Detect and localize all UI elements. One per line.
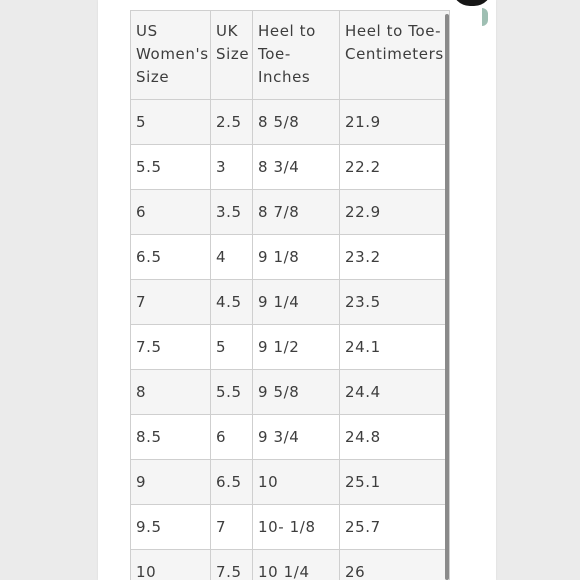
cell-us-size: 8.5	[131, 415, 211, 460]
table-row	[131, 460, 450, 505]
cell-inches: 8 3/4	[253, 145, 340, 190]
cell-inches: 10 1/4	[253, 550, 340, 580]
cell-cm: 24.8	[340, 415, 450, 460]
table-row	[131, 235, 450, 280]
table-row	[131, 100, 450, 145]
cell-cm: 25.7	[340, 505, 450, 550]
cell-us-size: 7.5	[131, 325, 211, 370]
cell-uk-size: 6.5	[211, 460, 253, 505]
cell-inches: 10	[253, 460, 340, 505]
table-row	[131, 280, 450, 325]
table-row	[131, 370, 450, 415]
cell-uk-size: 5	[211, 325, 253, 370]
header-heel-toe-inches: Heel to Toe-Inches	[253, 11, 340, 100]
cell-cm: 26	[340, 550, 450, 580]
cell-inches: 9 3/4	[253, 415, 340, 460]
cell-us-size: 6	[131, 190, 211, 235]
vertical-scrollbar[interactable]	[445, 14, 449, 580]
cell-inches: 8 5/8	[253, 100, 340, 145]
cell-uk-size: 6	[211, 415, 253, 460]
header-heel-toe-cm: Heel to Toe-Centimeters	[340, 11, 450, 100]
cell-uk-size: 7.5	[211, 550, 253, 580]
table-row	[131, 145, 450, 190]
cell-cm: 22.2	[340, 145, 450, 190]
cell-us-size: 7	[131, 280, 211, 325]
size-chart-table	[130, 10, 450, 580]
cell-cm: 24.1	[340, 325, 450, 370]
cell-inches: 9 1/4	[253, 280, 340, 325]
cell-uk-size: 4	[211, 235, 253, 280]
cell-cm: 23.2	[340, 235, 450, 280]
table-row	[131, 415, 450, 460]
table-row	[131, 505, 450, 550]
cell-inches: 8 7/8	[253, 190, 340, 235]
cell-inches: 10- 1/8	[253, 505, 340, 550]
cell-us-size: 9.5	[131, 505, 211, 550]
table-header-row	[131, 11, 450, 100]
cell-us-size: 6.5	[131, 235, 211, 280]
cell-cm: 25.1	[340, 460, 450, 505]
header-uk-size: UK Size	[211, 11, 253, 100]
cell-inches: 9 5/8	[253, 370, 340, 415]
table-row	[131, 325, 450, 370]
cell-uk-size: 3	[211, 145, 253, 190]
cell-cm: 22.9	[340, 190, 450, 235]
size-chart-container	[130, 10, 450, 580]
cell-us-size: 10	[131, 550, 211, 580]
cell-us-size: 9	[131, 460, 211, 505]
cell-us-size: 5.5	[131, 145, 211, 190]
cell-inches: 9 1/8	[253, 235, 340, 280]
cell-cm: 21.9	[340, 100, 450, 145]
header-us-size: US Women's Size	[131, 11, 211, 100]
cell-inches: 9 1/2	[253, 325, 340, 370]
cell-uk-size: 5.5	[211, 370, 253, 415]
cell-uk-size: 4.5	[211, 280, 253, 325]
table-row	[131, 550, 450, 580]
cell-uk-size: 7	[211, 505, 253, 550]
cell-cm: 24.4	[340, 370, 450, 415]
cell-us-size: 5	[131, 100, 211, 145]
cell-uk-size: 3.5	[211, 190, 253, 235]
table-row	[131, 190, 450, 235]
cell-us-size: 8	[131, 370, 211, 415]
cell-uk-size: 2.5	[211, 100, 253, 145]
cell-cm: 23.5	[340, 280, 450, 325]
